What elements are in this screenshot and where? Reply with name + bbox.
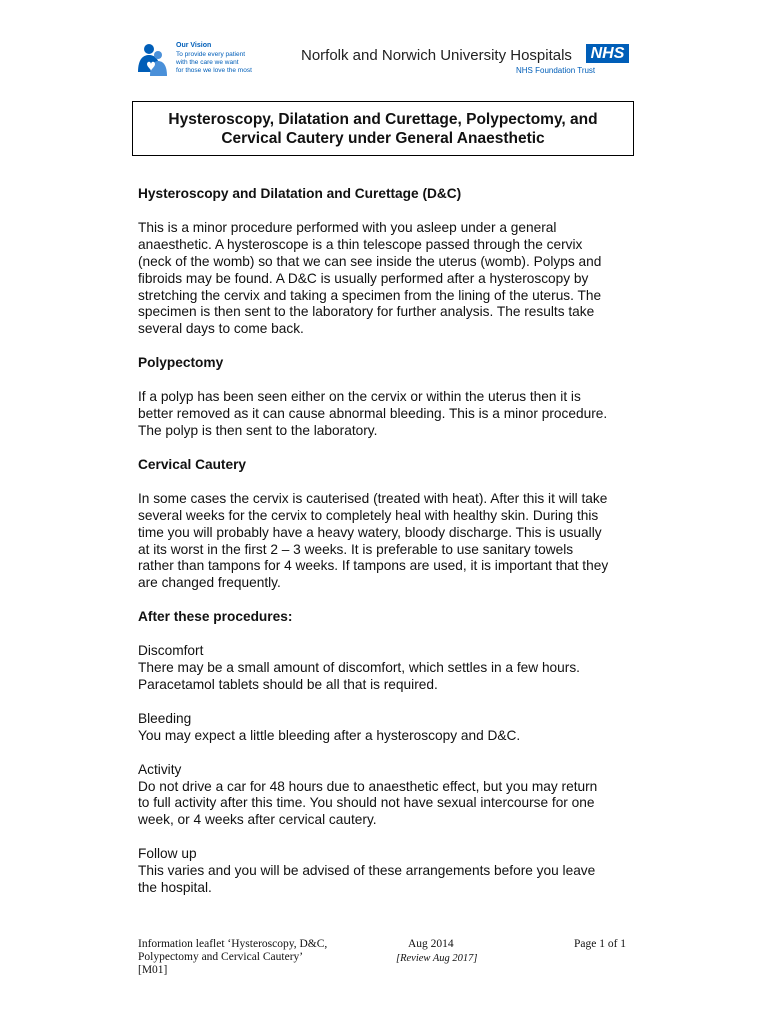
vision-title: Our Vision bbox=[176, 42, 212, 49]
paragraph-line: rather than tampons for 4 weeks. If tampons are used, it is important that they bbox=[138, 558, 609, 574]
paragraph-line: If a polyp has been seen either on the cervix or within the uterus then it is bbox=[138, 389, 581, 405]
footer-leaflet-info bbox=[138, 938, 327, 977]
paragraph-line: time you will probably have a heavy watery, bloody discharge. This is usually bbox=[138, 524, 602, 540]
paragraph-line: specimen is then sent to the laboratory for further analysis. The results take bbox=[138, 304, 595, 320]
paragraph-line: are changed frequently. bbox=[138, 575, 281, 591]
paragraph-line: stretching the cervix and taking a specimen from the lining of the uterus. The bbox=[138, 287, 602, 303]
paragraph-line: better removed as it can cause abnormal bleeding. This is a minor procedure. bbox=[138, 406, 608, 422]
section-heading: Polypectomy bbox=[138, 355, 224, 371]
paragraph-line: In some cases the cervix is cauterised (treated with heat). After this it will take bbox=[138, 490, 608, 506]
leaflet-body bbox=[138, 186, 638, 897]
paragraph-line: several weeks for the cervix to completely heal with healthy skin. During this bbox=[138, 507, 599, 523]
paragraph-line: Do not drive a car for 48 hours due to anaesthetic effect, but you may return bbox=[138, 778, 598, 794]
paragraph-line: This varies and you will be advised of these arrangements before you leave bbox=[138, 863, 596, 879]
footer-line: Polypectomy and Cervical Cautery’ bbox=[138, 951, 304, 963]
section-heading: After these procedures: bbox=[138, 609, 293, 625]
footer-line: Information leaflet ‘Hysteroscopy, D&C, bbox=[138, 938, 328, 950]
paragraph-line: Paracetamol tablets should be all that is required. bbox=[138, 676, 438, 692]
paragraph-line: the hospital. bbox=[138, 880, 212, 896]
paragraph-line: fibroids may be found. A D&C is usually performed after a hysteroscopy by bbox=[138, 270, 589, 286]
title-line: Cervical Cautery under General Anaesthetic bbox=[221, 129, 545, 147]
page-number: Page 1 of 1 bbox=[574, 938, 627, 950]
paragraph-line: There may be a small amount of discomfort, which settles in a few hours. bbox=[138, 660, 580, 676]
trust-name: Norfolk and Norwich University Hospitals bbox=[301, 47, 572, 64]
vision-text bbox=[176, 51, 252, 74]
paragraph-line: week, or 4 weeks after cervical cautery. bbox=[138, 812, 377, 828]
title-line: Hysteroscopy, Dilatation and Curettage, Polypectomy, and bbox=[168, 110, 598, 128]
footer-line: [M01] bbox=[138, 964, 168, 976]
nhs-logo: NHS bbox=[586, 44, 629, 63]
paragraph-line: several days to come back. bbox=[138, 321, 304, 337]
paragraph-line: The polyp is then sent to the laboratory. bbox=[138, 422, 378, 438]
paragraph-line: at its worst in the first 2 – 3 weeks. It is preferable to use sanitary towels bbox=[138, 541, 574, 557]
vision-line: To provide every patient bbox=[176, 51, 246, 58]
section-heading: Hysteroscopy and Dilatation and Curettage (D&C) bbox=[138, 186, 462, 201]
vision-line: for those we love the most bbox=[176, 66, 252, 74]
subsection-title: Discomfort bbox=[138, 643, 204, 659]
heart-people-icon bbox=[136, 42, 172, 78]
paragraph-line: anaesthetic. A hysteroscope is a thin telescope passed through the cervix bbox=[138, 236, 583, 252]
foundation-trust-label: NHS Foundation Trust bbox=[516, 66, 596, 75]
subsection-title: Follow up bbox=[138, 846, 197, 862]
footer-date: Aug 2014 bbox=[408, 938, 454, 950]
footer-review-date: [Review Aug 2017] bbox=[396, 953, 478, 964]
paragraph-line: This is a minor procedure performed with you asleep under a general bbox=[138, 219, 557, 235]
subsection-title: Bleeding bbox=[138, 710, 192, 726]
paragraph-line: (neck of the womb) so that we can see inside the uterus (womb). Polyps and bbox=[138, 253, 602, 269]
paragraph-line: to full activity after this time. You should not have sexual intercourse for one bbox=[138, 795, 595, 811]
paragraph-line: You may expect a little bleeding after a hysteroscopy and D&C. bbox=[138, 727, 521, 743]
our-vision-logo bbox=[136, 42, 266, 82]
subsection-title: Activity bbox=[138, 761, 182, 777]
vision-line: with the care we want bbox=[176, 58, 239, 66]
document-title-box bbox=[132, 101, 634, 156]
section-heading: Cervical Cautery bbox=[138, 456, 247, 472]
